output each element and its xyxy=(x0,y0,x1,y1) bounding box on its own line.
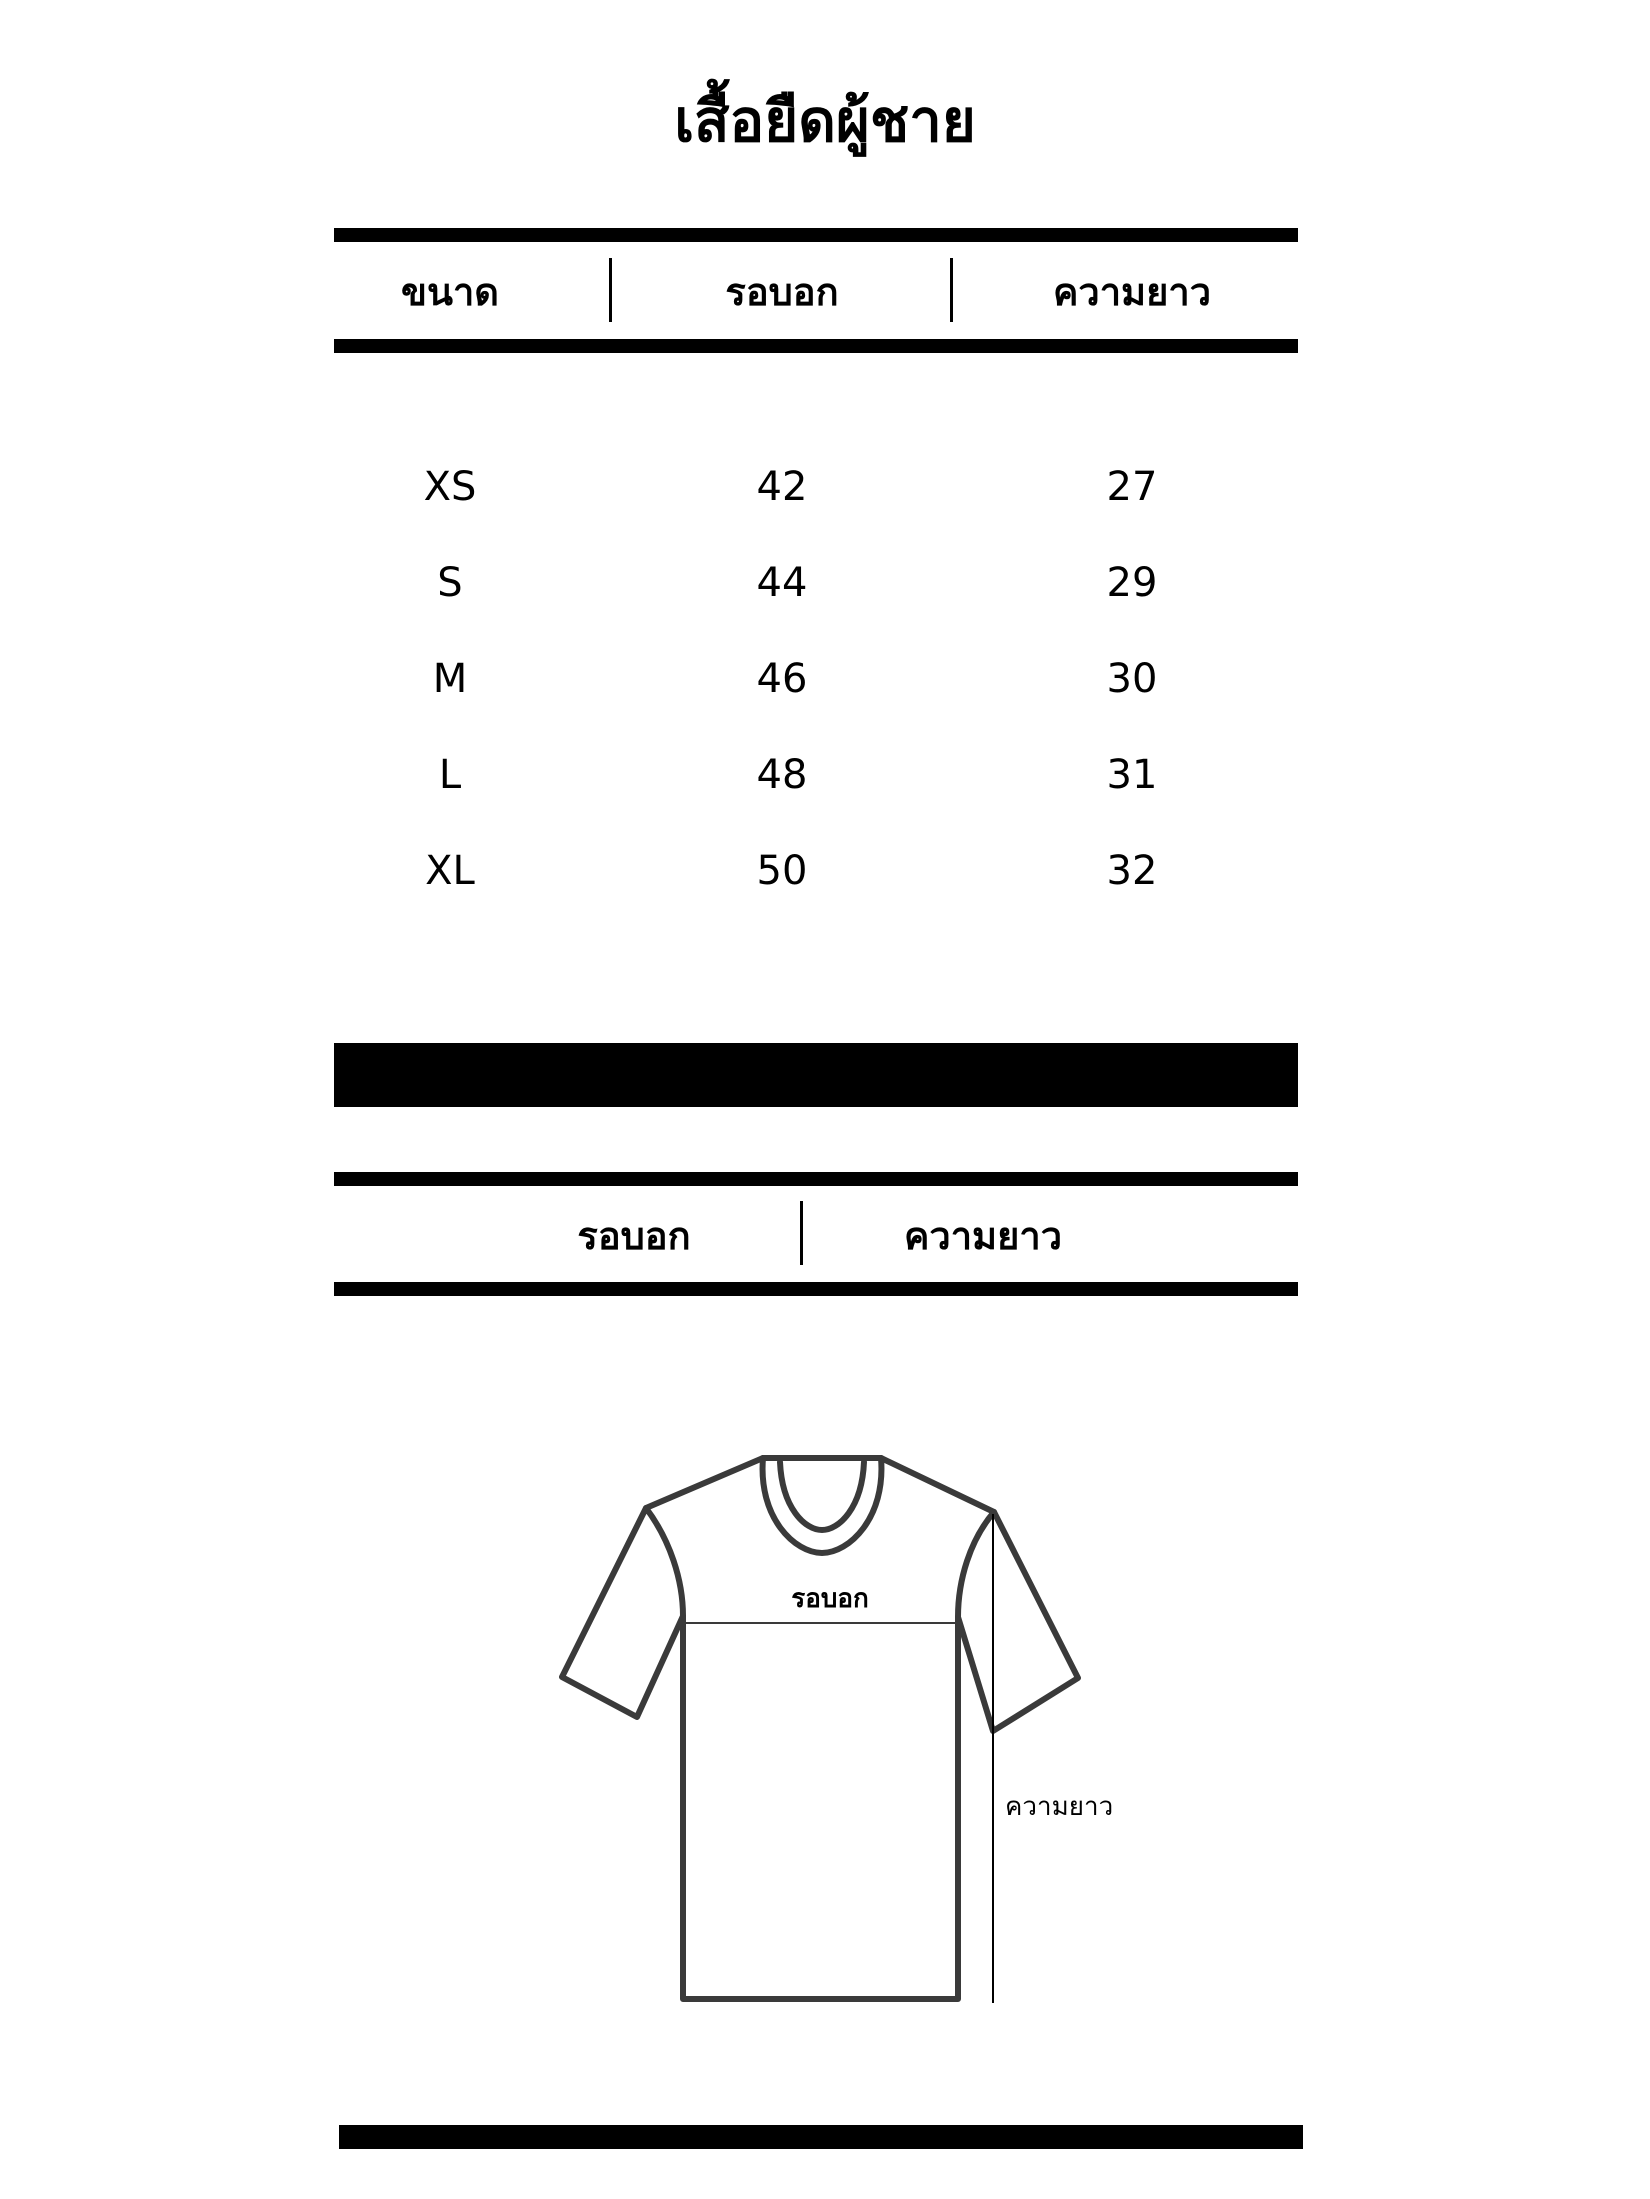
table-row xyxy=(0,656,1650,719)
measure-header-divider xyxy=(800,1201,803,1265)
chest-cell: 46 xyxy=(756,656,808,702)
chest-cell: 48 xyxy=(756,752,808,798)
measure-header-length: ความยาว xyxy=(903,1214,1063,1258)
size-cell: M xyxy=(432,656,468,702)
header-divider xyxy=(609,258,612,322)
size-cell: XS xyxy=(423,464,477,510)
section-divider-bar xyxy=(334,1043,1298,1107)
measure-header-chest: รอบอก xyxy=(577,1214,691,1258)
header-size: ขนาด xyxy=(401,270,499,314)
chest-label: รอบอก xyxy=(791,1584,869,1614)
table-row xyxy=(0,464,1650,527)
chest-cell: 44 xyxy=(756,560,808,606)
header-divider xyxy=(950,258,953,322)
length-cell: 27 xyxy=(1106,464,1158,510)
size-cell: XL xyxy=(425,848,475,894)
header-length: ความยาว xyxy=(1052,270,1212,314)
page-title: เสื้อยืดผู้ชาย xyxy=(674,87,976,155)
length-cell: 31 xyxy=(1106,752,1158,798)
header-chest: รอบอก xyxy=(725,270,839,314)
size-cell: L xyxy=(438,752,462,798)
length-cell: 32 xyxy=(1106,848,1158,894)
table-top-rule xyxy=(334,228,1298,242)
measure-bottom-rule xyxy=(334,1282,1298,1296)
length-cell: 29 xyxy=(1106,560,1158,606)
table-header-bottom-rule xyxy=(334,339,1298,353)
chest-cell: 42 xyxy=(756,464,808,510)
length-label: ความยาว xyxy=(1005,1792,1114,1822)
measure-top-rule xyxy=(334,1172,1298,1186)
table-row xyxy=(0,848,1650,911)
tshirt-diagram xyxy=(540,1440,1140,2020)
size-cell: S xyxy=(437,560,463,606)
table-row xyxy=(0,752,1650,815)
length-cell: 30 xyxy=(1106,656,1158,702)
page-bottom-rule xyxy=(339,2125,1303,2149)
table-row xyxy=(0,560,1650,623)
tshirt-outline-icon xyxy=(540,1440,1140,2020)
chest-cell: 50 xyxy=(756,848,808,894)
